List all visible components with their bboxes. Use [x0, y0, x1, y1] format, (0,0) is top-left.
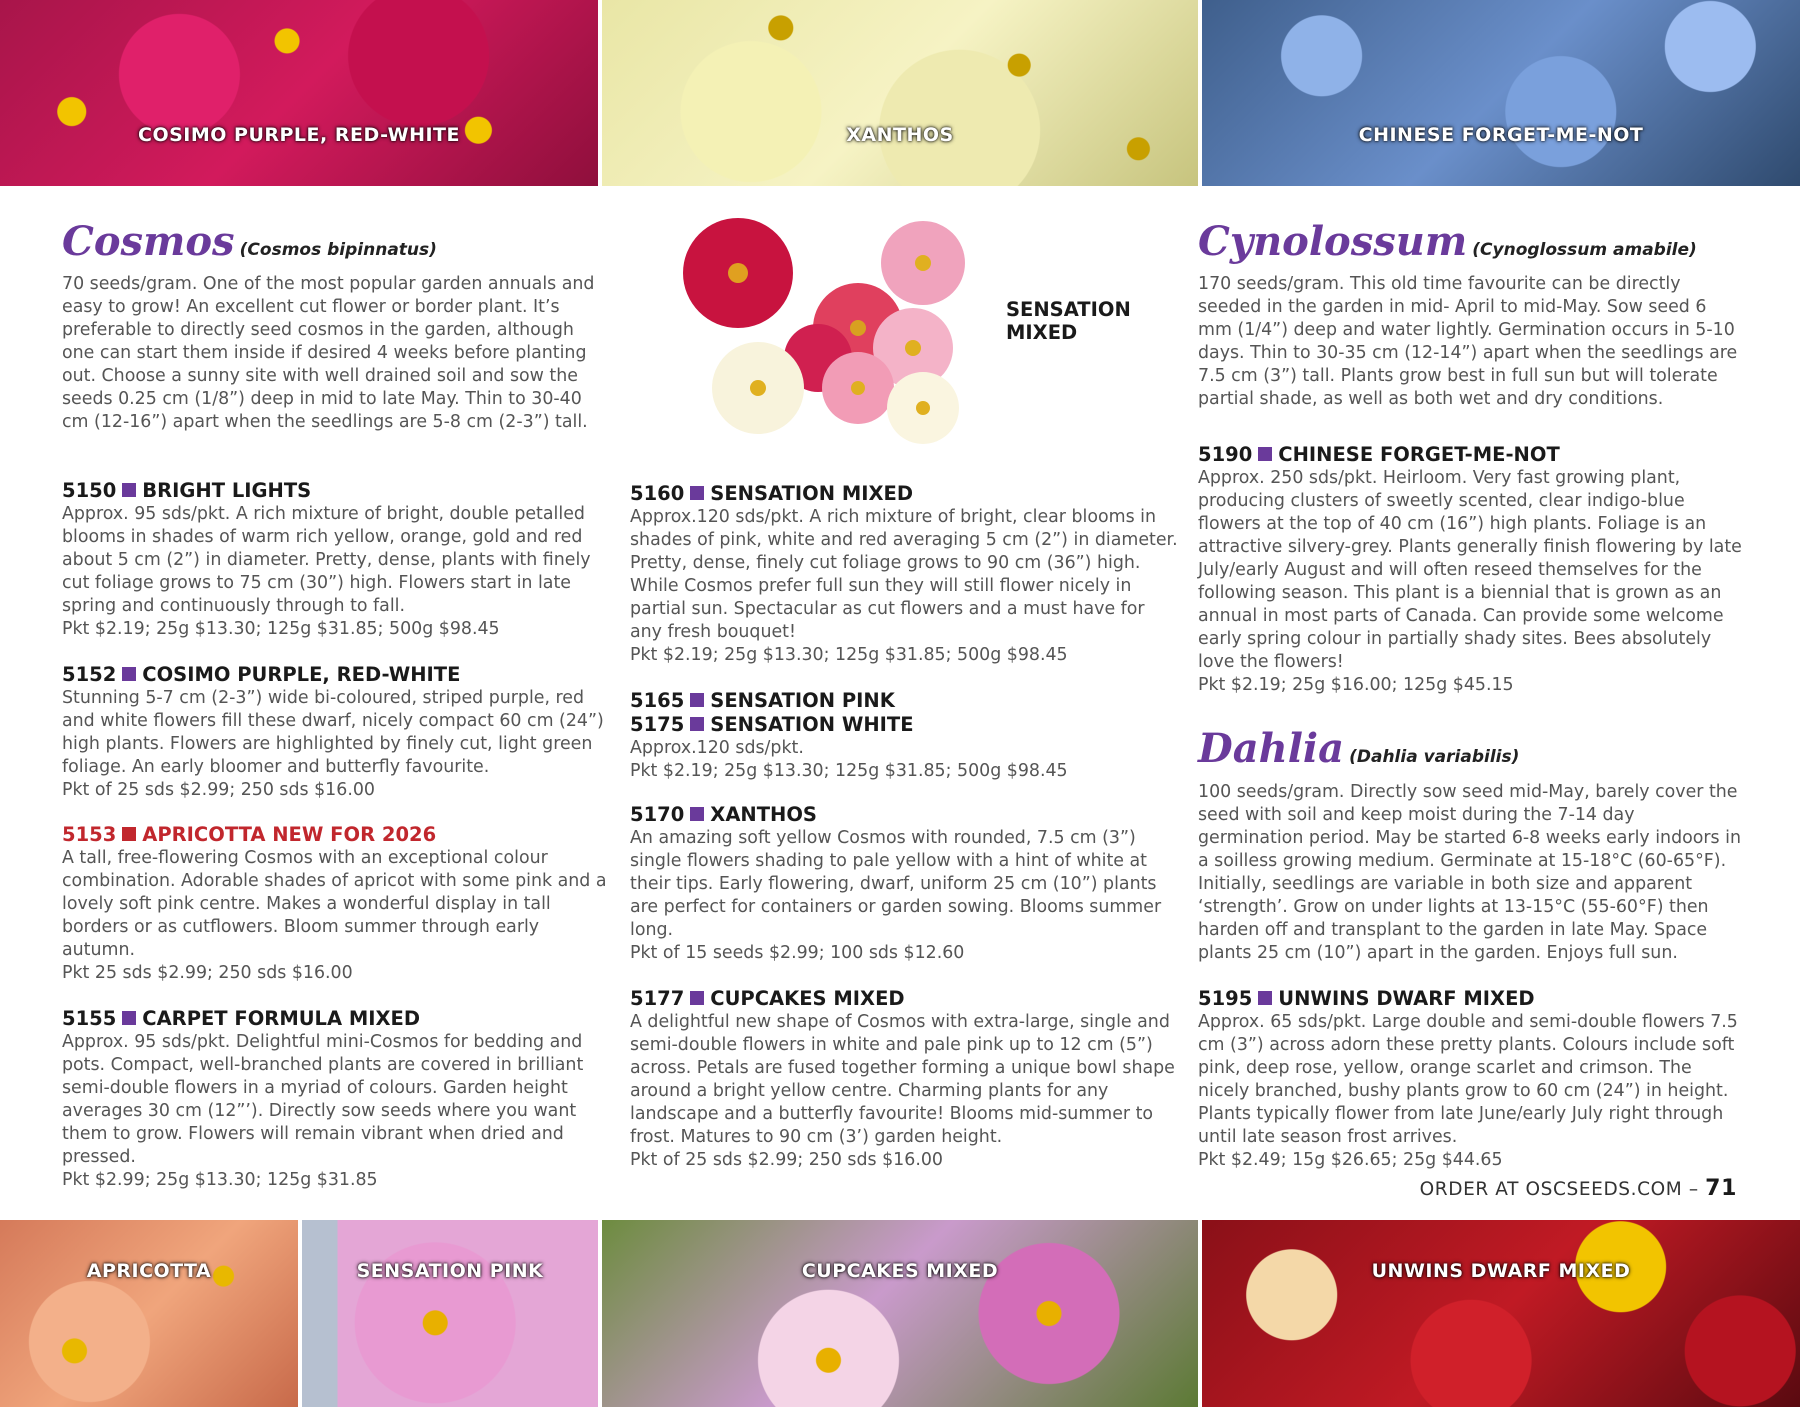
genus-title: Cosmos [62, 218, 235, 265]
genus-title: Dahlia [1198, 725, 1344, 772]
bullet-square-icon [122, 667, 136, 681]
bullet-square-icon [690, 486, 704, 500]
photo-sensation-pink [302, 1220, 598, 1407]
product-5153 [62, 823, 607, 985]
cosmos-intro: 70 seeds/gram. One of the most popular garden annuals and easy to grow! An excellent cut flower or border plant. It’s preferable to directly seed cosmos in the garden, although one can start them inside if desired 4 weeks before planting out. Choose a sunny site with well drained soil and sow the seeds 0.25 cm (1/8”) deep in mid to late May. Thin to 30-40 cm (12-16”) apart when the seedlings are 5-8 cm (2-3”) tall. [62, 274, 595, 432]
product-description: A delightful new shape of Cosmos with extra-large, single and semi-double flowers in white and pale pink up to 12 cm (5”) across. Petals are fused together forming a unique bowl shape around a bright yellow centre. Charming plants for any landscape and a butterfly favourite! Blooms mid-summer to frost. Matures to 90 cm (3’) garden height. [630, 1012, 1175, 1147]
product-description: Stunning 5-7 cm (2-3”) wide bi-coloured, striped purple, red and white flowers fill these dwarf, nicely compact 60 cm (24”) high plants. Flowers are highlighted by finely cut, light green foliage. An early bloomer and butterfly favourite. [62, 688, 604, 777]
photo-caption: APRICOTTA [86, 1260, 212, 1282]
product-title: 5177 CUPCAKES MIXED [630, 987, 905, 1010]
product-price: Pkt of 15 seeds $2.99; 100 sds $12.60 [630, 943, 965, 963]
product-title: 5150 BRIGHT LIGHTS [62, 479, 312, 502]
product-title: 5170 XANTHOS [630, 803, 817, 826]
bullet-square-icon [122, 483, 136, 497]
image-label: SENSATION MIXED [1006, 298, 1131, 344]
product-5165-5175 [630, 689, 1178, 783]
product-description: Approx. 65 sds/pkt. Large double and semi-double flowers 7.5 cm (3”) across adorn these pretty plants. Colours include soft pink, deep rose, yellow, orange scarlet and crimson. The nicely branched, bushy plants grow to 60 cm (24”) in height. Plants typically flower from late June/early July right through until late season frost arrives. [1198, 1012, 1738, 1147]
product-price: Pkt $2.19; 25g $13.30; 125g $31.85; 500g $98.45 [630, 645, 1068, 665]
product-5155 [62, 1007, 607, 1192]
product-5152 [62, 663, 607, 802]
product-price: Pkt $2.19; 25g $13.30; 125g $31.85; 500g $98.45 [62, 619, 500, 639]
photo-caption: SENSATION PINK [356, 1260, 544, 1282]
product-5150 [62, 479, 607, 641]
photo-caption: COSIMO PURPLE, RED-WHITE [138, 124, 460, 146]
photo-caption: XANTHOS [846, 124, 954, 146]
genus-title: Cynolossum [1198, 218, 1468, 265]
photo-xanthos [602, 0, 1198, 186]
flower-cluster [683, 218, 965, 444]
product-description: Approx.120 sds/pkt. A rich mixture of bright, clear blooms in shades of pink, white and red averaging 5 cm (2”) in diameter. Pretty, dense, finely cut foliage grows to 90 cm (36”) high. While Cosmos prefer full sun they will still flower nicely in partial sun. Spectacular as cut flowers and a must have for any fresh bouquet! [630, 507, 1178, 642]
product-5190 [1198, 443, 1746, 697]
product-price: Pkt of 25 sds $2.99; 250 sds $16.00 [62, 780, 375, 800]
section-header-dahlia [1198, 725, 1519, 772]
product-price: Pkt $2.99; 25g $13.30; 125g $31.85 [62, 1170, 378, 1190]
bullet-square-icon [1258, 991, 1272, 1005]
photo-caption: UNWINS DWARF MIXED [1371, 1260, 1631, 1282]
product-price: Pkt 25 sds $2.99; 250 sds $16.00 [62, 963, 353, 983]
photo-unwins-dwarf [1202, 1220, 1800, 1407]
product-description: Approx. 95 sds/pkt. A rich mixture of bright, double petalled blooms in shades of warm rich yellow, orange, gold and red about 5 cm (2”) in diameter. Pretty, dense, plants with finely cut foliage grows to 75 cm (30”) high. Flowers start in late spring and continuously through to fall. [62, 504, 591, 616]
cynoglossum-intro: 170 seeds/gram. This old time favourite can be directly seeded in the garden in mid- April to mid-May. Sow seed 6 mm (1/4”) deep and water lightly. Germination occurs in 5-10 days. Thin to 30-35 cm (12-14”) apart when the seedlings are 7.5 cm (3”) tall. Plants grow best in full sun but will tolerate partial shade, as well as both wet and dry conditions. [1198, 274, 1738, 409]
product-title: 5153 APRICOTTA NEW FOR 2026 [62, 823, 437, 846]
product-price: Pkt $2.19; 25g $16.00; 125g $45.15 [1198, 675, 1514, 695]
product-price: Pkt $2.19; 25g $13.30; 125g $31.85; 500g $98.45 [630, 761, 1068, 781]
product-5160 [630, 482, 1178, 667]
latin-name: (Cosmos bipinnatus) [239, 240, 437, 260]
product-price: Pkt $2.49; 15g $26.65; 25g $44.65 [1198, 1150, 1503, 1170]
product-5195 [1198, 987, 1746, 1172]
product-5177 [630, 987, 1178, 1172]
dahlia-intro: 100 seeds/gram. Directly sow seed mid-May, barely cover the seed with soil and keep moist during the 7-14 day germination period. May be started 6-8 weeks early indoors in a soilless growing medium. Germinate at 15-18°C (60-65°F). Initially, seedlings are variable in both size and apparent ‘strength’. Grow on under lights at 13-15°C (55-60°F) then harden off and transplant to the garden in late May. Space plants 25 cm (10”) apart in the garden. Enjoys full sun. [1198, 782, 1741, 963]
bullet-square-icon [122, 1011, 136, 1025]
product-price: Pkt of 25 sds $2.99; 250 sds $16.00 [630, 1150, 943, 1170]
section-header-cynoglossum [1198, 218, 1697, 265]
product-5170 [630, 803, 1178, 965]
page-number: 71 [1705, 1176, 1737, 1201]
photo-cupcakes [602, 1220, 1198, 1407]
sensation-mixed-image [668, 218, 986, 446]
product-description: Approx.120 sds/pkt. [630, 738, 804, 758]
photo-forget-me-not [1202, 0, 1800, 186]
product-description: An amazing soft yellow Cosmos with rounded, 7.5 cm (3”) single flowers shading to pale yellow with a hint of white at their tips. Early flowering, dwarf, uniform 25 cm (10”) plants are perfect for containers or garden sowing. Blooms summer long. [630, 828, 1162, 940]
photo-apricotta [0, 1220, 298, 1407]
page-footer [1420, 1176, 1737, 1201]
bullet-square-icon [690, 991, 704, 1005]
product-title: 5190 CHINESE FORGET-ME-NOT [1198, 443, 1560, 466]
photo-cosimo [0, 0, 598, 186]
section-header-cosmos [62, 218, 437, 265]
latin-name: (Cynoglossum amabile) [1472, 240, 1697, 260]
photo-caption: CUPCAKES MIXED [801, 1260, 999, 1282]
product-title: 5195 UNWINS DWARF MIXED [1198, 987, 1535, 1010]
bullet-square-icon [1258, 447, 1272, 461]
latin-name: (Dahlia variabilis) [1349, 747, 1520, 767]
product-title-secondary: 5175 SENSATION WHITE [630, 713, 914, 736]
bullet-square-icon [690, 693, 704, 707]
bullet-square-icon [690, 717, 704, 731]
product-title: 5160 SENSATION MIXED [630, 482, 914, 505]
bullet-square-icon [690, 807, 704, 821]
product-description: Approx. 95 sds/pkt. Delightful mini-Cosmos for bedding and pots. Compact, well-branched plants are covered in brilliant semi-double flowers in a myriad of colours. Garden height averages 30 cm (12”’). Directly sow seeds where you want them to grow. Flowers will remain vibrant when dried and pressed. [62, 1032, 584, 1167]
product-title: 5155 CARPET FORMULA MIXED [62, 1007, 421, 1030]
bullet-square-icon [122, 827, 136, 841]
product-description: A tall, free-flowering Cosmos with an exceptional colour combination. Adorable shades of apricot with some pink and a lovely soft pink centre. Makes a wonderful display in tall borders or as cutflowers. Bloom summer through early autumn. [62, 848, 607, 960]
order-url: ORDER AT OSCSEEDS.COM – [1419, 1179, 1699, 1200]
photo-caption: CHINESE FORGET-ME-NOT [1358, 124, 1644, 146]
product-title: 5165 SENSATION PINK [630, 689, 895, 712]
product-title: 5152 COSIMO PURPLE, RED-WHITE [62, 663, 461, 686]
product-description: Approx. 250 sds/pkt. Heirloom. Very fast growing plant, producing clusters of sweetly scented, clear indigo-blue flowers at the top of 40 cm (16”) high plants. Foliage is an attractive silvery-grey. Plants generally finish flowering by late July/early August and will often reseed themselves for the following season. This plant is a biennial that is grown as an annual in most parts of Canada. Can provide some welcome early spring colour in partially shady sites. Bees absolutely love the flowers! [1198, 468, 1742, 672]
